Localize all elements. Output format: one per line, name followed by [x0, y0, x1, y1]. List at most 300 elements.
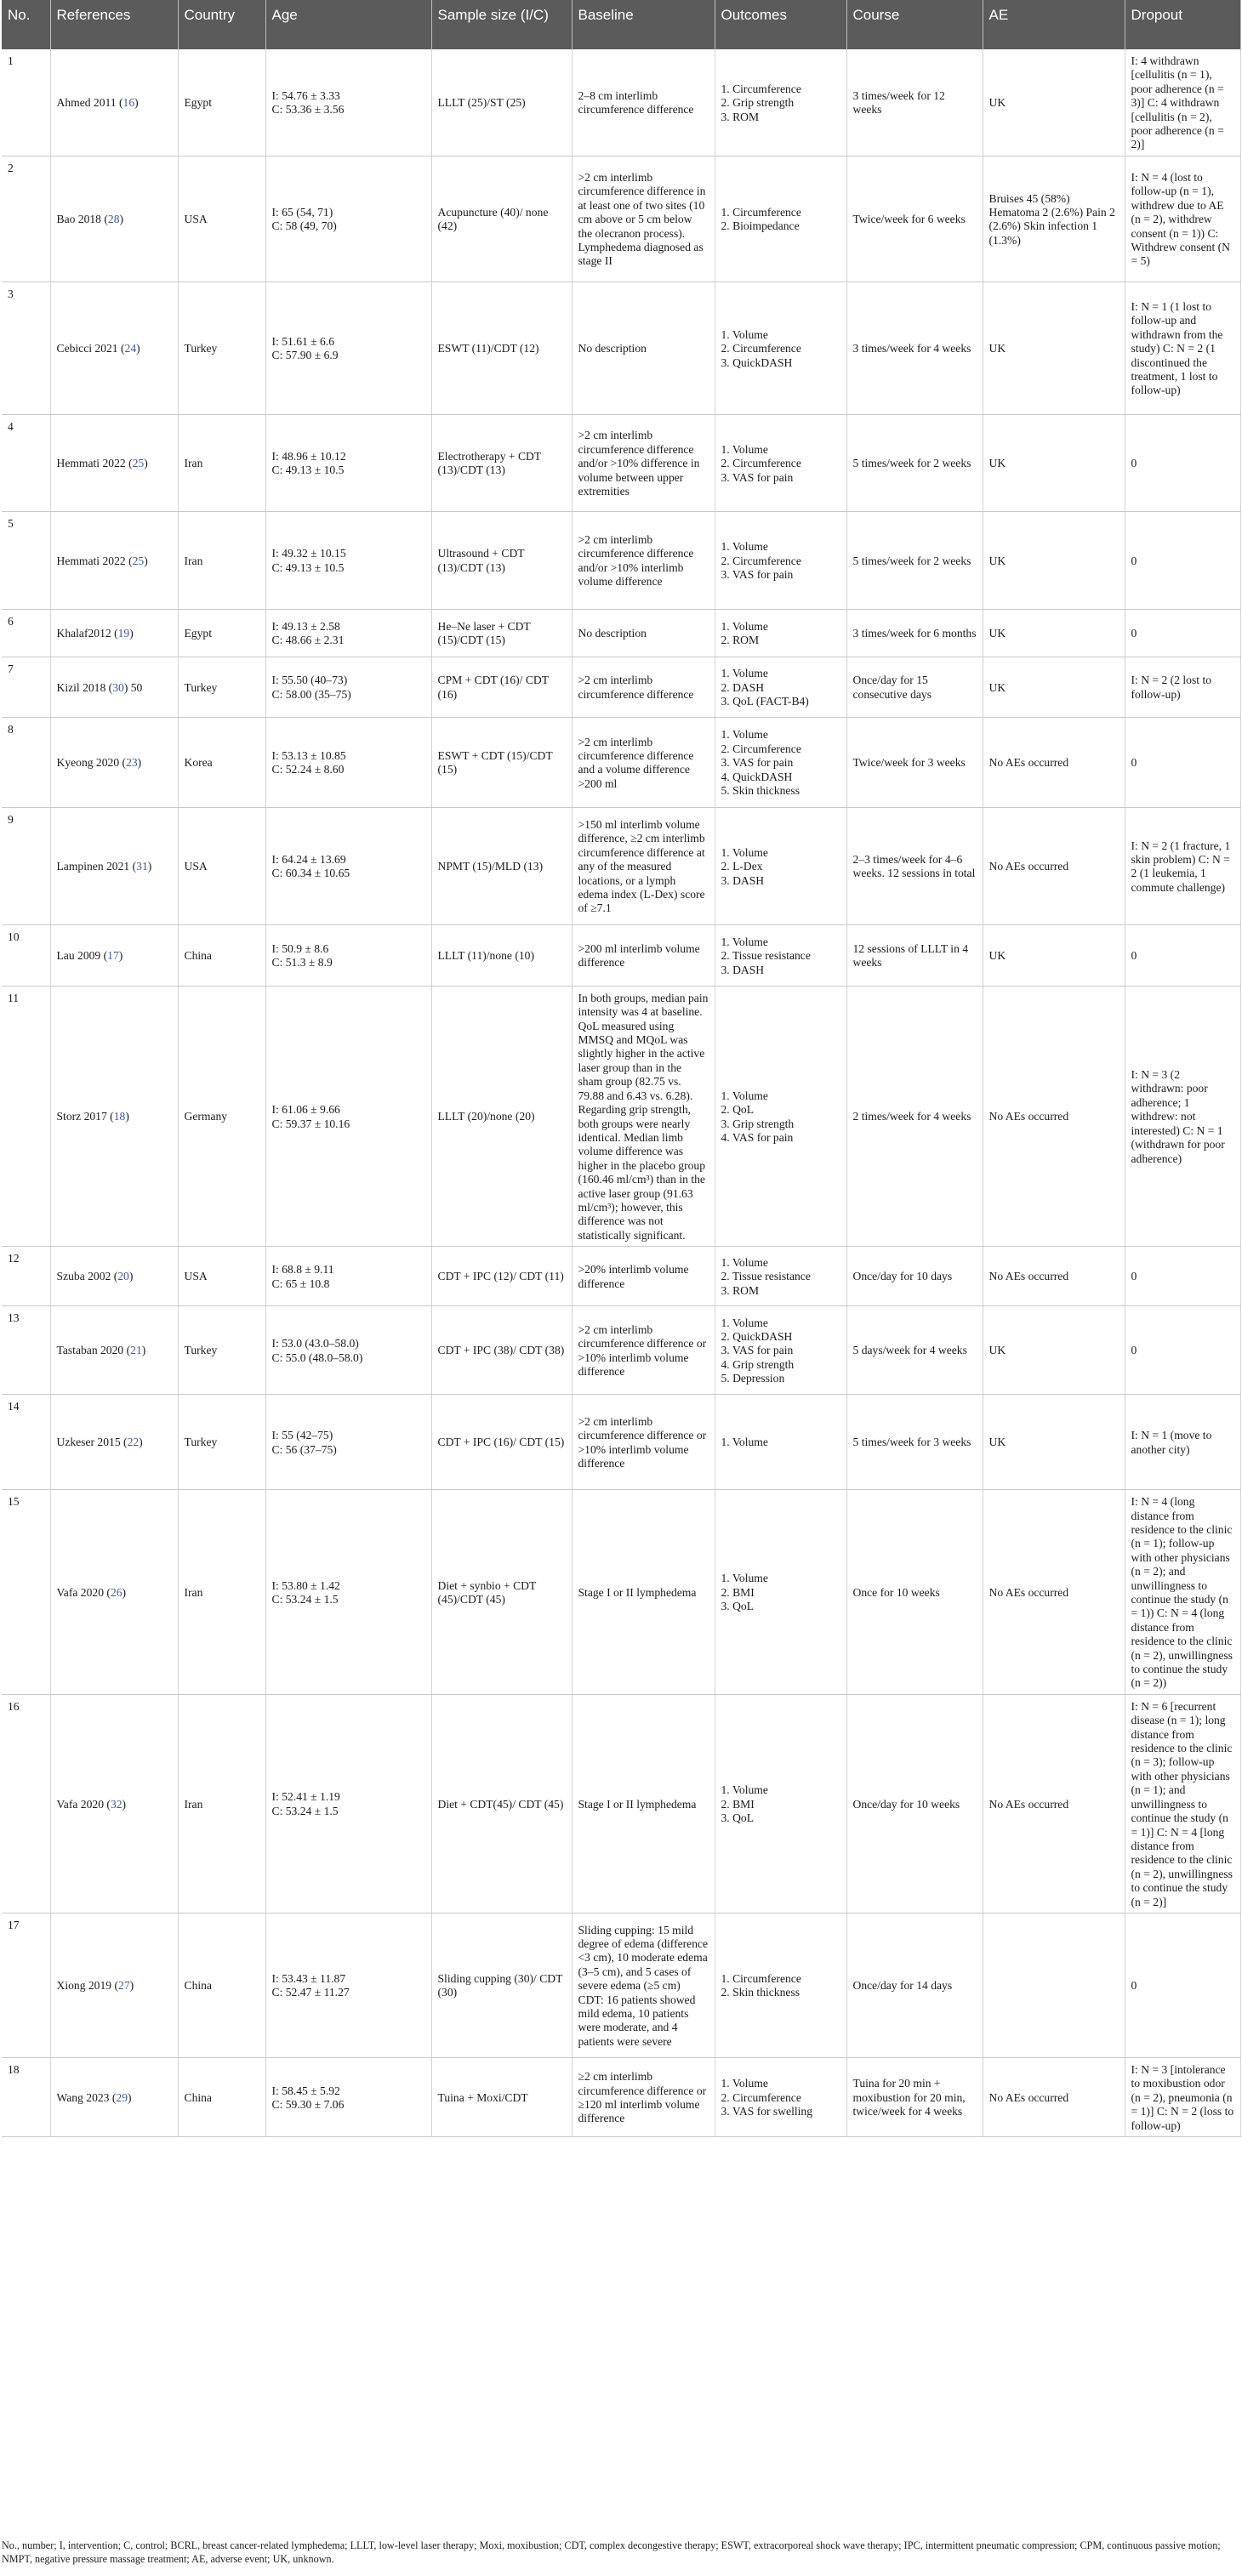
cell-ae: [983, 414, 1125, 511]
outcome-item: 3. DASH: [721, 963, 765, 976]
cell-dropout: [1125, 657, 1240, 717]
row-number: 12: [8, 1252, 20, 1265]
age-value: C: 52.47 ± 11.27: [271, 1986, 350, 1999]
cell-no: [2, 1490, 50, 1695]
age-value: I: 48.96 ± 10.12: [271, 449, 346, 463]
age-value: I: 54.76 ± 3.33: [271, 89, 340, 103]
study-characteristics-table: [2, 0, 1241, 2137]
cell-country: [178, 281, 265, 414]
table-row: [2, 1247, 1240, 1306]
reference-name: Szuba 2002: [56, 1270, 111, 1283]
cell-age: [265, 156, 431, 281]
sample-size: NPMT (15)/MLD (13): [437, 860, 544, 873]
cell-outcomes: [715, 1247, 846, 1306]
course: 5 times/week for 3 weeks: [852, 1436, 971, 1449]
table-row: [2, 1395, 1240, 1490]
cell-ae: [983, 807, 1125, 924]
age-value: C: 58.00 (35–75): [271, 687, 351, 701]
row-number: 5: [8, 516, 14, 530]
country: Iran: [184, 457, 203, 470]
outcome-item: 2. Grip strength: [721, 96, 795, 110]
cell-no: [2, 1913, 50, 2057]
sample-size: Ultrasound + CDT (13)/CDT (13): [437, 547, 525, 574]
sample-size: Diet + CDT(45)/ CDT (45): [437, 1797, 564, 1811]
outcome-item: 2. BMI: [721, 1797, 755, 1811]
cell-ae: [983, 657, 1125, 717]
header-row: [2, 0, 1240, 49]
cell-country: [178, 1490, 265, 1695]
cell-sample-size: [431, 657, 572, 717]
cell-course: [846, 717, 983, 807]
age-value: C: 48.66 ± 2.31: [271, 634, 345, 647]
reference-name: Cebicci 2021: [56, 342, 118, 355]
table-row: [2, 414, 1240, 511]
cell-ae: [983, 281, 1125, 414]
country: Iran: [184, 1585, 203, 1599]
cell-sample-size: [431, 156, 572, 281]
citation-link: 18: [113, 1110, 126, 1123]
row-number: 1: [8, 54, 14, 67]
cell-course: [846, 1913, 983, 2057]
outcome-item: 3. VAS for pain: [721, 1344, 794, 1357]
cell-dropout: [1125, 986, 1240, 1246]
outcome-item: 2. DASH: [721, 680, 765, 694]
country: Turkey: [184, 680, 218, 694]
age-value: I: 49.32 ± 10.15: [271, 547, 346, 560]
cell-age: [265, 414, 431, 511]
age-value: C: 51.3 ± 8.9: [271, 956, 333, 970]
table-row: [2, 281, 1240, 414]
cell-ae: [983, 986, 1125, 1246]
citation-link: 24: [124, 342, 137, 355]
course: Tuina for 20 min + moxibustion for 20 min, twice/week for 4 weeks: [852, 2077, 966, 2118]
age-value: C: 52.24 ± 8.60: [271, 763, 345, 776]
outcome-item: 2. Bioimpedance: [721, 219, 800, 233]
cell-age: [265, 609, 431, 657]
cell-outcomes: [715, 49, 846, 156]
cell-outcomes: [715, 414, 846, 511]
dropout: 0: [1131, 1270, 1137, 1283]
row-number: 4: [8, 419, 14, 433]
cell-outcomes: [715, 511, 846, 609]
cell-age: [265, 1247, 431, 1306]
dropout: I: N = 3 [intolerance to moxibustion odor (n = 2), pneumonia (n = 1)] C: N = 2 (loss to follow-up): [1131, 2062, 1234, 2132]
header-country: Country: [178, 0, 265, 49]
cell-country: [178, 1694, 265, 1913]
sample-size: Diet + synbio + CDT (45)/CDT (45): [437, 1578, 537, 1606]
cell-reference: Kyeong 2020 (23): [50, 717, 178, 807]
outcome-item: 1. Volume: [721, 540, 768, 554]
cell-sample-size: [431, 2057, 572, 2136]
header-dropout: Dropout: [1125, 0, 1240, 49]
age-value: I: 61.06 ± 9.66: [271, 1103, 340, 1117]
cell-sample-size: [431, 511, 572, 609]
cell-country: [178, 717, 265, 807]
cell-course: [846, 1395, 983, 1490]
adverse-events: UK: [988, 1436, 1006, 1449]
reference-name: Xiong 2019: [56, 1979, 112, 1993]
cell-country: [178, 924, 265, 986]
cell-course: [846, 511, 983, 609]
country: Egypt: [184, 96, 212, 110]
citation-link: 19: [117, 627, 130, 640]
dropout: 0: [1131, 1344, 1137, 1357]
cell-dropout: [1125, 1395, 1240, 1490]
baseline: >2 cm interlimb circumference difference and/or >10% interlimb volume difference: [578, 533, 694, 589]
baseline: >150 ml interlimb volume difference, ≥2 cm interlimb circumference difference at any of the measured locations, or a lymph edema index (L-Dex) score of ≥7.1: [578, 817, 705, 915]
adverse-events: UK: [988, 554, 1006, 567]
outcome-item: 3. QoL: [721, 1600, 755, 1613]
outcome-item: 2. Circumference: [721, 742, 801, 755]
row-number: 18: [8, 2062, 20, 2076]
reference-name: Hemmati 2022: [56, 554, 126, 567]
row-number: 6: [8, 614, 14, 628]
cell-outcomes: [715, 986, 846, 1246]
adverse-events: No AEs occurred: [988, 1797, 1069, 1811]
cell-ae: [983, 717, 1125, 807]
row-number: 13: [8, 1311, 20, 1325]
cell-baseline: [572, 2057, 715, 2136]
cell-outcomes: [715, 924, 846, 986]
citation-link: 16: [122, 96, 135, 110]
age-value: I: 58.45 ± 5.92: [271, 2084, 340, 2097]
cell-baseline: [572, 1306, 715, 1395]
cell-country: [178, 2057, 265, 2136]
cell-reference: Szuba 2002 (20): [50, 1247, 178, 1306]
course: Twice/week for 6 weeks: [852, 213, 966, 226]
cell-ae: [983, 49, 1125, 156]
cell-baseline: [572, 414, 715, 511]
age-value: I: 53.0 (43.0–58.0): [271, 1337, 359, 1351]
cell-age: [265, 1306, 431, 1395]
country: Iran: [184, 1797, 203, 1811]
cell-no: [2, 511, 50, 609]
sample-size: LLLT (11)/none (10): [437, 949, 535, 963]
outcome-item: 3. QuickDASH: [721, 355, 793, 369]
cell-course: [846, 924, 983, 986]
row-number: 3: [8, 287, 14, 300]
adverse-events: UK: [988, 680, 1006, 694]
cell-ae: [983, 1306, 1125, 1395]
cell-ae: [983, 924, 1125, 986]
dropout: I: 4 withdrawn [cellulitis (n = 1), poor adherence (n = 3)] C: 4 withdrawn [cellulitis (n = 2), poor adherence (n = 2)]: [1131, 54, 1224, 151]
adverse-events: UK: [988, 1344, 1006, 1357]
age-value: I: 52.41 ± 1.19: [271, 1790, 340, 1804]
row-number: 9: [8, 812, 14, 826]
age-value: I: 50.9 ± 8.6: [271, 941, 329, 955]
age-value: C: 58 (49, 70): [271, 219, 337, 233]
citation-link: 25: [132, 457, 145, 470]
cell-baseline: [572, 511, 715, 609]
header-no: No.: [2, 0, 50, 49]
outcome-item: 2. QoL: [721, 1103, 755, 1117]
header-outcomes: Outcomes: [715, 0, 846, 49]
cell-age: [265, 1913, 431, 2057]
cell-no: [2, 924, 50, 986]
cell-course: [846, 1490, 983, 1695]
cell-dropout: [1125, 1490, 1240, 1695]
outcome-item: 5. Skin thickness: [721, 783, 800, 797]
course: Once for 10 weeks: [852, 1585, 940, 1599]
baseline: >2 cm interlimb circumference difference or >10% interlimb volume difference: [578, 1322, 707, 1379]
sample-size: Electrotherapy + CDT (13)/CDT (13): [437, 449, 541, 477]
baseline: Stage I or II lymphedema: [578, 1797, 697, 1811]
dropout: I: N = 4 (lost to follow-up (n = 1), withdrew due to AE (n = 2), withdrew consent (n = 1)) C: Withdrew consent (N = 5): [1131, 170, 1230, 268]
course: Twice/week for 3 weeks: [852, 756, 966, 770]
cell-baseline: [572, 924, 715, 986]
outcome-item: 1. Volume: [721, 1089, 768, 1102]
table-footnote: No., number; I, intervention; C, control; BCRL, breast cancer-related lymphedema; LLLT, low-level laser therapy; Moxi, moxibustion; CDT, complex decongestive therapy; ESWT, extracorporeal shock wave therapy; IPC, intermittent pneumatic compression; CPM, continuous passive motion; NMPT, negative pressure massage treatment; AE, adverse event; UK, unknown.: [2, 2539, 1221, 2565]
outcome-item: 3. QoL: [721, 1811, 755, 1825]
course: 2 times/week for 4 weeks: [852, 1110, 971, 1123]
dropout: I: N = 1 (1 lost to follow-up and withdrawn from the study) C: N = 2 (1 discontinued the treatment, 1 lost to follow-up): [1131, 299, 1223, 397]
cell-sample-size: [431, 1490, 572, 1695]
outcome-item: 3. QoL (FACT-B4): [721, 695, 809, 708]
cell-age: [265, 1694, 431, 1913]
adverse-events: UK: [988, 949, 1006, 963]
row-number: 10: [8, 930, 20, 943]
cell-course: [846, 414, 983, 511]
cell-course: [846, 986, 983, 1246]
outcome-item: 2. L-Dex: [721, 860, 763, 873]
cell-dropout: [1125, 1913, 1240, 2057]
reference-name: Hemmati 2022: [56, 457, 126, 470]
course: 3 times/week for 4 weeks: [852, 342, 971, 355]
country: Iran: [184, 554, 203, 567]
citation-link: 27: [118, 1979, 130, 1993]
reference-name: Kizil 2018: [56, 680, 106, 694]
cell-reference: Wang 2023 (29): [50, 2057, 178, 2136]
sample-size: CPM + CDT (16)/ CDT (16): [437, 674, 549, 701]
cell-sample-size: [431, 1306, 572, 1395]
cell-dropout: [1125, 807, 1240, 924]
dropout: I: N = 4 (long distance from residence to the clinic (n = 1); follow-up with other physicians (n = 2); and unwillingness to continue the study (n = 1)) C: N = 4 (long distance from residence to the clinic (n = 2), unwillingness to continue the study (n = 2)): [1131, 1495, 1233, 1690]
cell-sample-size: [431, 1694, 572, 1913]
outcome-item: 1. Volume: [721, 2077, 768, 2090]
cell-baseline: [572, 1247, 715, 1306]
cell-baseline: [572, 986, 715, 1246]
cell-dropout: [1125, 156, 1240, 281]
cell-sample-size: [431, 281, 572, 414]
cell-course: [846, 609, 983, 657]
table-row: [2, 2057, 1240, 2136]
table-row: [2, 717, 1240, 807]
cell-course: [846, 49, 983, 156]
row-number: 8: [8, 722, 14, 736]
country: Turkey: [184, 1436, 218, 1449]
cell-sample-size: [431, 1913, 572, 2057]
citation-link: 20: [117, 1270, 129, 1283]
dropout: I: N = 2 (2 lost to follow-up): [1131, 674, 1212, 701]
cell-no: [2, 156, 50, 281]
table-row: [2, 1490, 1240, 1695]
cell-dropout: [1125, 414, 1240, 511]
cell-dropout: [1125, 2057, 1240, 2136]
age-value: C: 55.0 (48.0–58.0): [271, 1351, 363, 1364]
cell-age: [265, 2057, 431, 2136]
course: Once/day for 15 consecutive days: [852, 674, 932, 701]
course: 2–3 times/week for 4–6 weeks. 12 sessions in total: [852, 852, 976, 880]
cell-course: [846, 807, 983, 924]
outcome-item: 1. Volume: [721, 1256, 768, 1270]
cell-no: [2, 281, 50, 414]
baseline: >2 cm interlimb circumference difference in at least one of two sites (10 cm above or 5 cm below the olecranon process). Lymphedema diagnosed as stage II: [578, 170, 706, 268]
cell-reference: Lau 2009 (17): [50, 924, 178, 986]
cell-no: [2, 49, 50, 156]
table-row: [2, 511, 1240, 609]
age-value: I: 64.24 ± 13.69: [271, 852, 346, 866]
adverse-events: UK: [988, 342, 1006, 355]
age-value: C: 60.34 ± 10.65: [271, 867, 350, 880]
age-value: C: 49.13 ± 10.5: [271, 560, 345, 574]
course: Once/day for 10 weeks: [852, 1797, 960, 1811]
course: 3 times/week for 12 weeks: [852, 89, 945, 117]
sample-size: Sliding cupping (30)/ CDT (30): [437, 1972, 563, 1999]
table-row: [2, 807, 1240, 924]
header-age: Age: [265, 0, 431, 49]
sample-size: Tuina + Moxi/CDT: [437, 2090, 528, 2104]
cell-no: [2, 986, 50, 1246]
baseline: ≥2 cm interlimb circumference difference or ≥120 ml interlimb volume difference: [578, 2070, 707, 2125]
outcome-item: 1. Volume: [721, 1436, 768, 1449]
outcome-item: 1. Volume: [721, 1316, 768, 1329]
outcome-item: 3. ROM: [721, 110, 760, 123]
baseline: In both groups, median pain intensity was 4 at baseline. QoL measured using MMSQ and MQoL was slightly higher in the active laser group than in the sham group (82.75 vs. 79.88 and 6.43 vs. 6.28). Regarding grip strength, both groups were nearly identical. Median limb volume difference was higher in the placebo group (160.46 ml/cm³) than in the active laser group (91.63 ml/cm³); however, this difference was not statistically significant.: [578, 991, 709, 1242]
cell-baseline: [572, 717, 715, 807]
adverse-events: UK: [988, 457, 1006, 470]
country: USA: [184, 860, 208, 873]
cell-dropout: [1125, 1247, 1240, 1306]
header-ae: AE: [983, 0, 1125, 49]
age-value: C: 53.24 ± 1.5: [271, 1593, 339, 1606]
age-value: C: 53.36 ± 3.56: [271, 103, 345, 117]
outcome-item: 4. QuickDASH: [721, 770, 793, 783]
age-value: C: 65 ± 10.8: [271, 1277, 330, 1290]
dropout: 0: [1131, 457, 1137, 470]
cell-outcomes: [715, 156, 846, 281]
cell-dropout: [1125, 1306, 1240, 1395]
sample-size: CDT + IPC (12)/ CDT (11): [437, 1270, 564, 1283]
age-value: I: 53.43 ± 11.87: [271, 1972, 346, 1986]
table-row: [2, 49, 1240, 156]
outcome-item: 4. Grip strength: [721, 1357, 795, 1371]
cell-dropout: [1125, 1694, 1240, 1913]
cell-country: [178, 609, 265, 657]
baseline: >20% interlimb volume difference: [578, 1263, 689, 1290]
cell-outcomes: [715, 1913, 846, 2057]
header-course: Course: [846, 0, 983, 49]
cell-country: [178, 1395, 265, 1490]
reference-name: Vafa 2020: [56, 1797, 104, 1811]
baseline: >200 ml interlimb volume difference: [578, 941, 700, 970]
row-number: 7: [8, 662, 14, 675]
cell-sample-size: [431, 924, 572, 986]
cell-baseline: [572, 807, 715, 924]
cell-reference: Tastaban 2020 (21): [50, 1306, 178, 1395]
outcome-item: 5. Depression: [721, 1372, 785, 1385]
sample-size: LLLT (20)/none (20): [437, 1110, 535, 1123]
country: China: [184, 1979, 212, 1993]
cell-ae: [983, 2057, 1125, 2136]
country: Turkey: [184, 1344, 218, 1357]
cell-ae: [983, 1395, 1125, 1490]
cell-ae: [983, 1694, 1125, 1913]
cell-country: [178, 156, 265, 281]
cell-no: [2, 1694, 50, 1913]
outcome-item: 2. ROM: [721, 634, 760, 647]
baseline: >2 cm interlimb circumference difference and a volume difference >200 ml: [578, 735, 694, 790]
reference-name: Lau 2009: [56, 949, 101, 963]
cell-sample-size: [431, 609, 572, 657]
dropout: 0: [1131, 1979, 1137, 1993]
citation-link: 21: [130, 1344, 142, 1357]
age-value: I: 51.61 ± 6.6: [271, 334, 335, 348]
cell-outcomes: [715, 717, 846, 807]
reference-name: Tastaban 2020: [56, 1344, 124, 1357]
outcome-item: 1. Circumference: [721, 82, 801, 95]
age-value: C: 49.13 ± 10.5: [271, 463, 345, 477]
citation-link: 29: [116, 2090, 128, 2104]
adverse-events: No AEs occurred: [988, 860, 1069, 873]
course: Once/day for 10 days: [852, 1270, 953, 1283]
course: 3 times/week for 6 months: [852, 627, 977, 640]
row-number: 16: [8, 1699, 20, 1713]
adverse-events: No AEs occurred: [988, 1110, 1069, 1123]
cell-age: [265, 1490, 431, 1695]
country: Korea: [184, 756, 213, 770]
cell-country: [178, 414, 265, 511]
cell-no: [2, 609, 50, 657]
cell-age: [265, 717, 431, 807]
reference-suffix: 50: [128, 680, 143, 694]
citation-link: 26: [110, 1585, 122, 1599]
cell-outcomes: [715, 1490, 846, 1695]
cell-sample-size: [431, 49, 572, 156]
citation-link: 25: [132, 554, 145, 567]
cell-dropout: [1125, 924, 1240, 986]
cell-ae: [983, 1247, 1125, 1306]
cell-country: [178, 986, 265, 1246]
age-value: I: 49.13 ± 2.58: [271, 619, 340, 633]
adverse-events: No AEs occurred: [988, 1270, 1069, 1283]
baseline: No description: [578, 627, 647, 640]
dropout: 0: [1131, 554, 1137, 567]
outcome-item: 2. Circumference: [721, 342, 801, 355]
country: Germany: [184, 1110, 228, 1123]
dropout: 0: [1131, 756, 1137, 770]
table-row: [2, 924, 1240, 986]
cell-course: [846, 281, 983, 414]
outcome-item: 1. Volume: [721, 845, 768, 859]
sample-size: CDT + IPC (38)/ CDT (38): [437, 1344, 565, 1357]
outcome-item: 1. Volume: [721, 619, 768, 633]
cell-baseline: [572, 156, 715, 281]
dropout: I: N = 1 (move to another city): [1131, 1429, 1212, 1456]
cell-baseline: [572, 609, 715, 657]
outcome-item: 2. Skin thickness: [721, 1986, 800, 1999]
outcome-item: 1. Circumference: [721, 1972, 801, 1986]
table-row: [2, 1913, 1240, 2057]
cell-no: [2, 1306, 50, 1395]
outcome-item: 3. ROM: [721, 1283, 760, 1297]
header-references: References: [50, 0, 178, 49]
cell-country: [178, 1247, 265, 1306]
age-value: C: 59.37 ± 10.16: [271, 1117, 350, 1130]
table-row: [2, 1306, 1240, 1395]
reference-name: Kyeong 2020: [56, 756, 120, 770]
citation-link: 17: [107, 949, 119, 963]
cell-no: [2, 717, 50, 807]
